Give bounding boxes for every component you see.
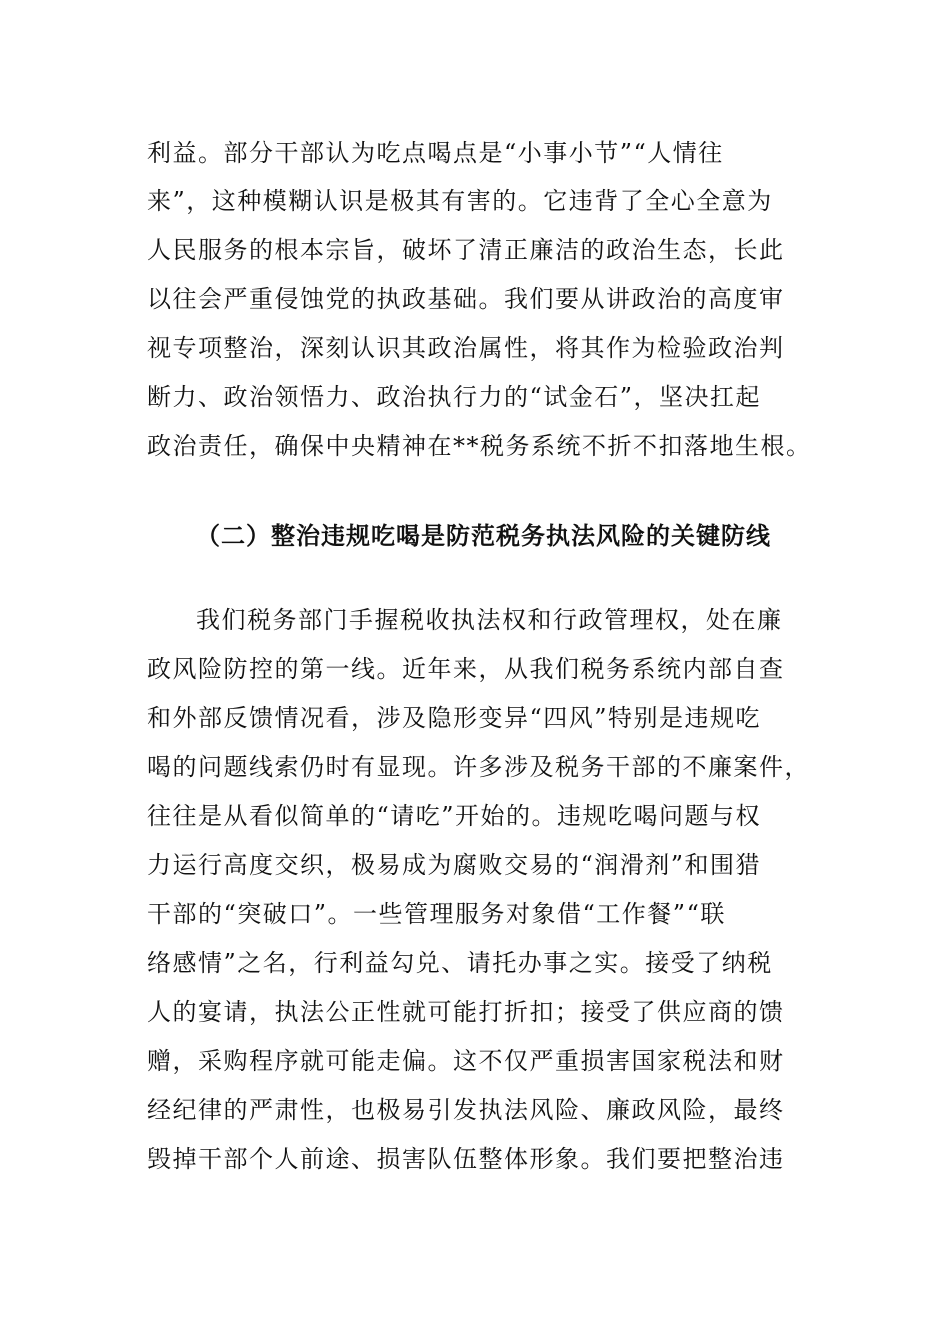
- section-heading: （二）整治违规吃喝是防范税务执法风险的关键防线: [196, 521, 771, 550]
- paragraph-2-line-2: 政风险防控的第一线。近年来，从我们税务系统内部自查: [147, 655, 785, 683]
- paragraph-1-line-6: 断力、政治领悟力、政治执行力的“试金石”，坚决扛起: [147, 383, 762, 411]
- paragraph-1-line-7: 政治责任，确保中央精神在**税务系统不折不扣落地生根。: [147, 432, 812, 460]
- paragraph-1-line-2: 来”，这种模糊认识是极其有害的。它违背了全心全意为: [147, 187, 773, 215]
- paragraph-1-line-4: 以往会严重侵蚀党的执政基础。我们要从讲政治的高度审: [147, 285, 785, 313]
- paragraph-2-line-7: 干部的“突破口”。一些管理服务对象借“工作餐”“联: [147, 900, 726, 928]
- paragraph-1-line-1: 利益。部分干部认为吃点喝点是“小事小节”“人情往: [147, 139, 724, 167]
- paragraph-1-line-5: 视专项整治，深刻认识其政治属性，将其作为检验政治判: [147, 334, 785, 362]
- paragraph-2-line-5: 往往是从看似简单的“请吃”开始的。违规吃喝问题与权: [147, 802, 762, 830]
- paragraph-2-line-6: 力运行高度交织，极易成为腐败交易的“润滑剂”和围猎: [147, 851, 762, 879]
- paragraph-2-line-9: 人的宴请，执法公正性就可能打折扣；接受了供应商的馈: [147, 998, 785, 1026]
- paragraph-2-line-12: 毁掉干部个人前途、损害队伍整体形象。我们要把整治违: [147, 1145, 785, 1173]
- paragraph-2-line-10: 赠，采购程序就可能走偏。这不仅严重损害国家税法和财: [147, 1047, 785, 1075]
- paragraph-2-line-11: 经纪律的严肃性，也极易引发执法风险、廉政风险，最终: [147, 1096, 785, 1124]
- paragraph-2-line-8: 络感情”之名，行利益勾兑、请托办事之实。接受了纳税: [147, 949, 773, 977]
- paragraph-2-line-3: 和外部反馈情况看，涉及隐形变异“四风”特别是违规吃: [147, 704, 762, 732]
- paragraph-2-line-4: 喝的问题线索仍时有显现。许多涉及税务干部的不廉案件，: [147, 753, 810, 781]
- paragraph-2-line-1: 我们税务部门手握税收执法权和行政管理权，处在廉: [196, 606, 783, 634]
- paragraph-1-line-3: 人民服务的根本宗旨，破坏了清正廉洁的政治生态，长此: [147, 236, 785, 264]
